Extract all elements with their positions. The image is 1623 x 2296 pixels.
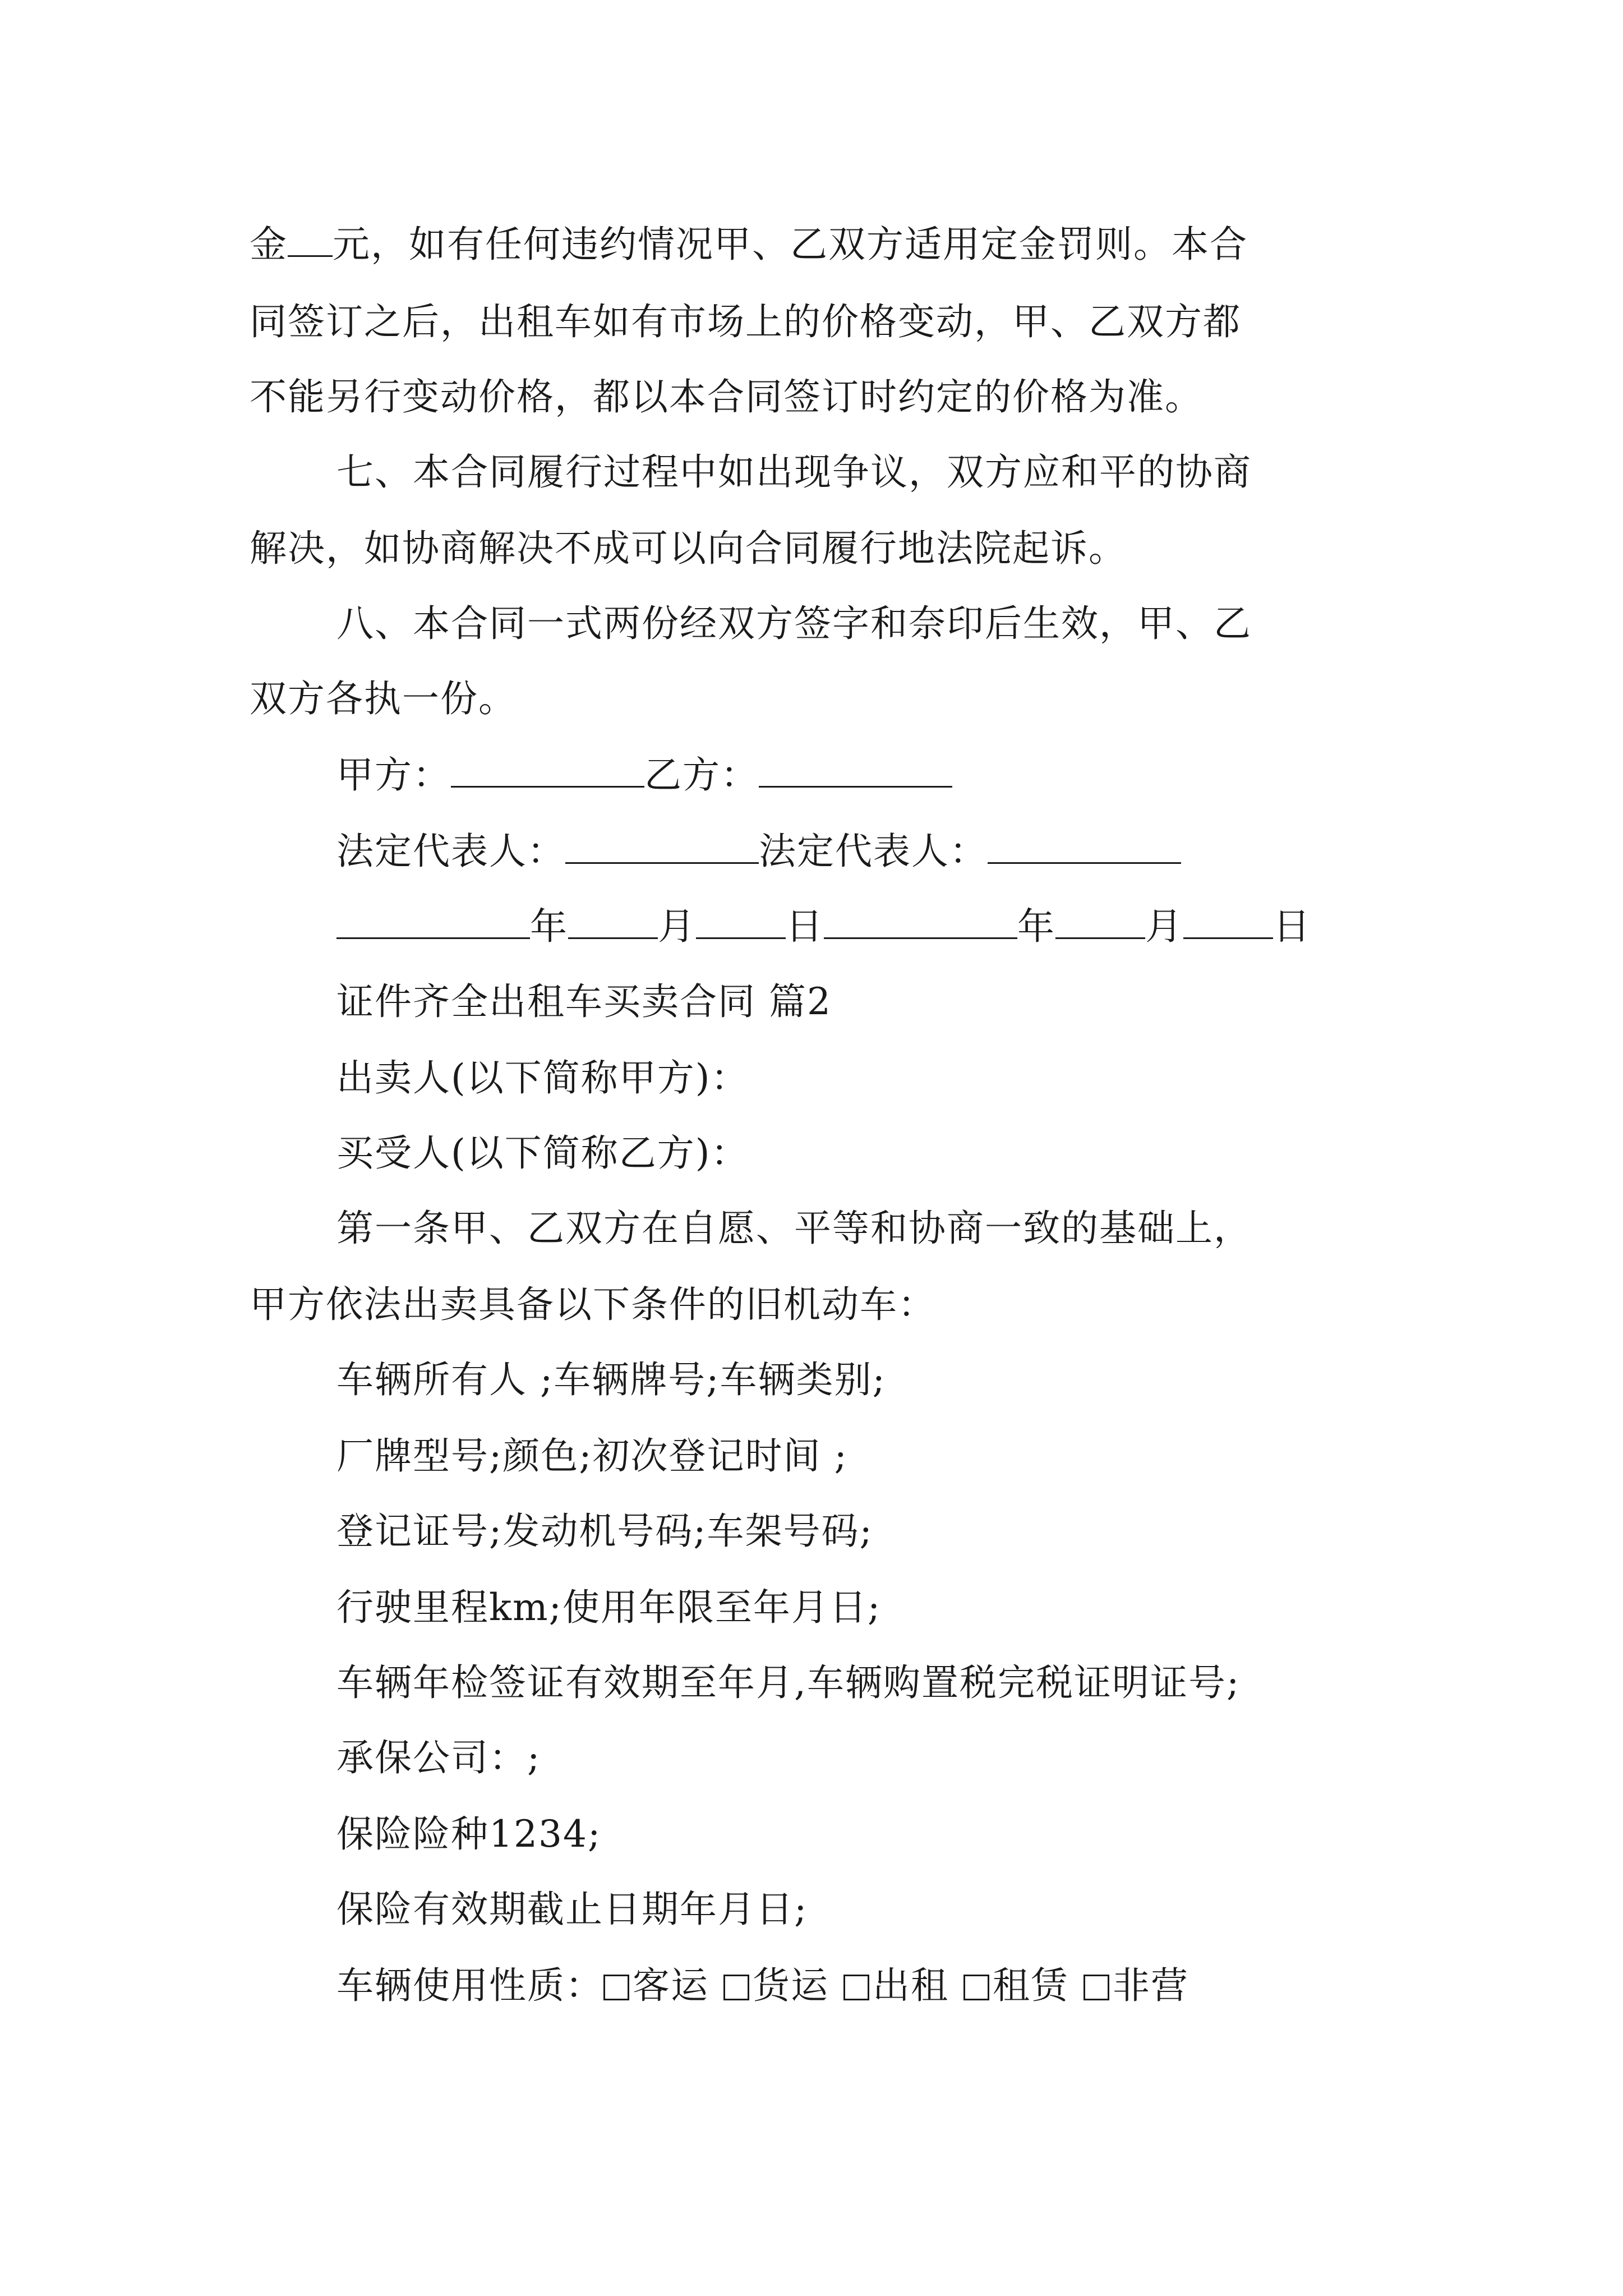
seller-line: 出卖人(以下简称甲方)： — [336, 1056, 749, 1099]
checkbox — [963, 1975, 989, 2000]
usage-option: 客运 — [633, 1964, 709, 2007]
paragraph-line: 七、本合同履行过程中如出现争议，双方应和平的协商 — [336, 450, 1252, 494]
signature-rep-line — [336, 829, 1181, 874]
checkbox — [1083, 1975, 1109, 2000]
paragraph-line: 甲方依法出卖具备以下条件的旧机动车： — [250, 1283, 936, 1326]
day-label: 日 — [786, 905, 824, 948]
year-label: 年 — [530, 905, 568, 948]
usage-option: 租赁 — [993, 1964, 1069, 2007]
vehicle-info-line: 厂牌型号;颜色;初次登记时间 ; — [336, 1434, 848, 1478]
date-blank — [824, 905, 1017, 939]
signature-date-line — [336, 904, 1311, 949]
day-label: 日 — [1273, 905, 1311, 948]
usage-line — [336, 1963, 1189, 2008]
checkbox — [843, 1975, 869, 2000]
paragraph-line: 双方各执一份。 — [250, 677, 517, 720]
text-span: 金 — [250, 223, 288, 266]
party-b-label: 乙方： — [644, 753, 759, 797]
paragraph-line: 第一条甲、乙双方在自愿、平等和协商一致的基础上， — [336, 1207, 1252, 1250]
rep-b-label: 法定代表人： — [759, 830, 988, 873]
vehicle-info-line: 承保公司：; — [336, 1736, 541, 1779]
vehicle-info-line: 车辆所有人 ;车辆牌号;车辆类别; — [336, 1358, 886, 1401]
usage-label: 车辆使用性质： — [336, 1964, 603, 2007]
date-blank — [1055, 905, 1145, 939]
paragraph-line — [250, 222, 1248, 267]
signature-party-line — [336, 753, 952, 798]
paragraph-line: 同签订之后，出租车如有市场上的价格变动，甲、乙双方都 — [250, 300, 1241, 343]
checkbox — [723, 1975, 749, 2000]
party-a-label: 甲方： — [336, 753, 451, 797]
month-label: 月 — [1145, 905, 1183, 948]
paragraph-line: 不能另行变动价格，都以本合同签订时约定的价格为准。 — [250, 375, 1203, 418]
checkbox — [603, 1975, 629, 2000]
rep-a-blank — [565, 830, 759, 864]
rep-a-label: 法定代表人： — [336, 830, 565, 873]
vehicle-info-line: 车辆年检签证有效期至年月,车辆购置税完税证明证号; — [336, 1661, 1241, 1704]
date-blank — [568, 905, 658, 939]
vehicle-info-line: 保险有效期截止日期年月日; — [336, 1888, 808, 1931]
usage-option: 出租 — [873, 1964, 949, 2007]
vehicle-info-line: 保险险种1234; — [336, 1812, 602, 1856]
month-label: 月 — [658, 905, 696, 948]
party-a-blank — [451, 753, 644, 788]
vehicle-info-line: 登记证号;发动机号码;车架号码; — [336, 1510, 873, 1553]
vehicle-info-line: 行驶里程km;使用年限至年月日; — [336, 1586, 882, 1629]
rep-b-blank — [988, 830, 1181, 864]
text-span: 元，如有任何违约情况甲、乙双方适用定金罚则。本合 — [333, 223, 1248, 266]
section-title: 证件齐全出租车买卖合同 篇2 — [336, 980, 832, 1023]
party-b-blank — [759, 753, 952, 788]
year-label: 年 — [1017, 905, 1055, 948]
date-blank — [336, 905, 530, 939]
buyer-line: 买受人(以下简称乙方)： — [336, 1131, 749, 1175]
paragraph-line: 解决，如协商解决不成可以向合同履行地法院起诉。 — [250, 527, 1127, 570]
paragraph-line: 八、本合同一式两份经双方签字和奈印后生效，甲、乙 — [336, 602, 1252, 645]
blank-underline — [288, 223, 333, 257]
usage-option: 非营 — [1113, 1964, 1189, 2007]
date-blank — [696, 905, 786, 939]
date-blank — [1183, 905, 1273, 939]
usage-option: 货运 — [753, 1964, 829, 2007]
